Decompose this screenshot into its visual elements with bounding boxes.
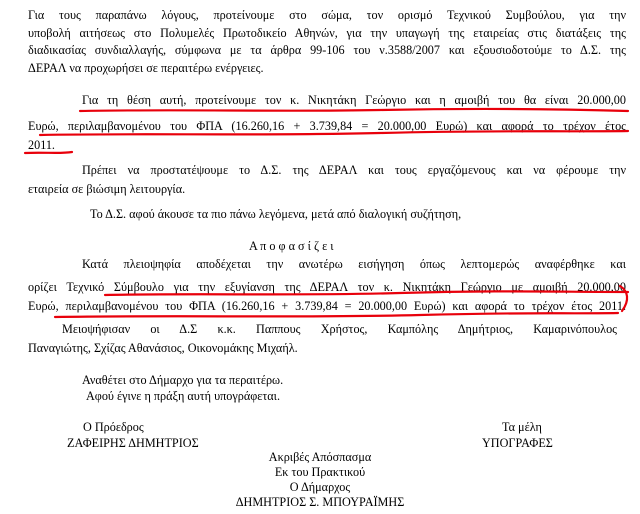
refer-line: Αναθέτει στο Δήμαρχο για τα περαιτέρω. [82, 373, 284, 387]
p4-line: Το Δ.Σ. αφού άκουσε τα πιο πάνω λεγόμενα, μετά από διαλογική συζήτηση, [90, 207, 462, 221]
signed-line: Αφού έγινε η πράξη αυτή υπογράφεται. [86, 389, 280, 403]
decides-heading: Α π ο φ α σ ί ζ ε ι [249, 239, 334, 253]
copy-line-2: Εκ του Πρακτικού [274, 465, 366, 479]
p2-line-1: Για τη θέση αυτή, προτείνουμε τον κ. Νικητάκη Γεώργιο και η αμοιβή του θα είναι 20.000,00 [82, 93, 626, 107]
p3-line-2: εταιρεία σε βιώσιμη λειτουργία. [28, 182, 186, 196]
president-title: Ο Πρόεδρος [83, 420, 144, 434]
copy-line-1: Ακριβές Απόσπασμα [268, 450, 372, 464]
p2-line-2: Ευρώ, περιλαμβανομένου του ΦΠΑ (16.260,16 + 3.739,84 = 20.000,00 Ευρώ) και αφορά το τρέχον έτος [28, 119, 626, 133]
p5-line-1: Κατά πλειοψηφία αποδέχεται την ανωτέρω εισήγηση όπως λεπτομερώς αναφέρθηκε και [82, 257, 626, 271]
members-signatures: ΥΠΟΓΡΑΦΕΣ [482, 436, 553, 450]
p1-line-2: υποβολή αιτήσεως στο Πολυμελές Πρωτοδικείο Αθηνών, για την υπαγωγή της εταιρείας στις διατάξεις της [28, 26, 626, 40]
copy-line-3: Ο Δήμαρχος [289, 480, 351, 494]
copy-line-4: ΔΗΜΗΤΡΙΟΣ Σ. ΜΠΟΥΡΑΪΜΗΣ [235, 495, 405, 509]
president-name: ΖΑΦΕΙΡΗΣ ΔΗΜΗΤΡΙΟΣ [67, 436, 199, 450]
p1-line-4: ΔΕΡΑΛ να προχωρήσει σε περαιτέρω ενέργειες. [28, 61, 264, 75]
p3-line-1: Πρέπει να προστατέψουμε το Δ.Σ. της ΔΕΡΑΛ και τους εργαζόμενους και να φέρουμε την [82, 163, 626, 177]
underline-p2-1 [80, 109, 628, 111]
p1-line-1: Για τους παραπάνω λόγους, προτείνουμε στο σώμα, τον ορισμό Τεχνικού Συμβούλου, για την [28, 8, 626, 22]
members-title: Τα μέλη [502, 420, 542, 434]
p5-line-3: Ευρώ, περιλαμβανομένου του ΦΠΑ (16.260,16 + 3.739,84 = 20.000,00 Ευρώ) και αφορά το τρέχον έτος 2011. [28, 299, 626, 313]
dissent-line-1: Μειοψήφισαν οι Δ.Σ κ.κ. Παππους Χρήστος, Καμπόλης Δημήτριος, Καμαρινόπουλος [62, 322, 617, 336]
p5-line-2: ορίζει Τεχνικό Σύμβουλο για την εξυγίανση της ΔΕΡΑΛ τον κ. Νικητάκη Γεώργιο με αμοιβή 20.000,00 [28, 280, 626, 294]
p2-line-3: 2011. [28, 138, 55, 152]
p1-line-3: διαδικασίας συνδιαλλαγής, σύμφωνα με τα άρθρα 99-106 του ν.3588/2007 και εξουσιοδοτούμε το Δ.Σ. της [28, 43, 626, 57]
dissent-line-2: Παναγιώτης, Σχίζας Αθανάσιος, Οικονομάκης Μιχαήλ. [28, 341, 298, 355]
